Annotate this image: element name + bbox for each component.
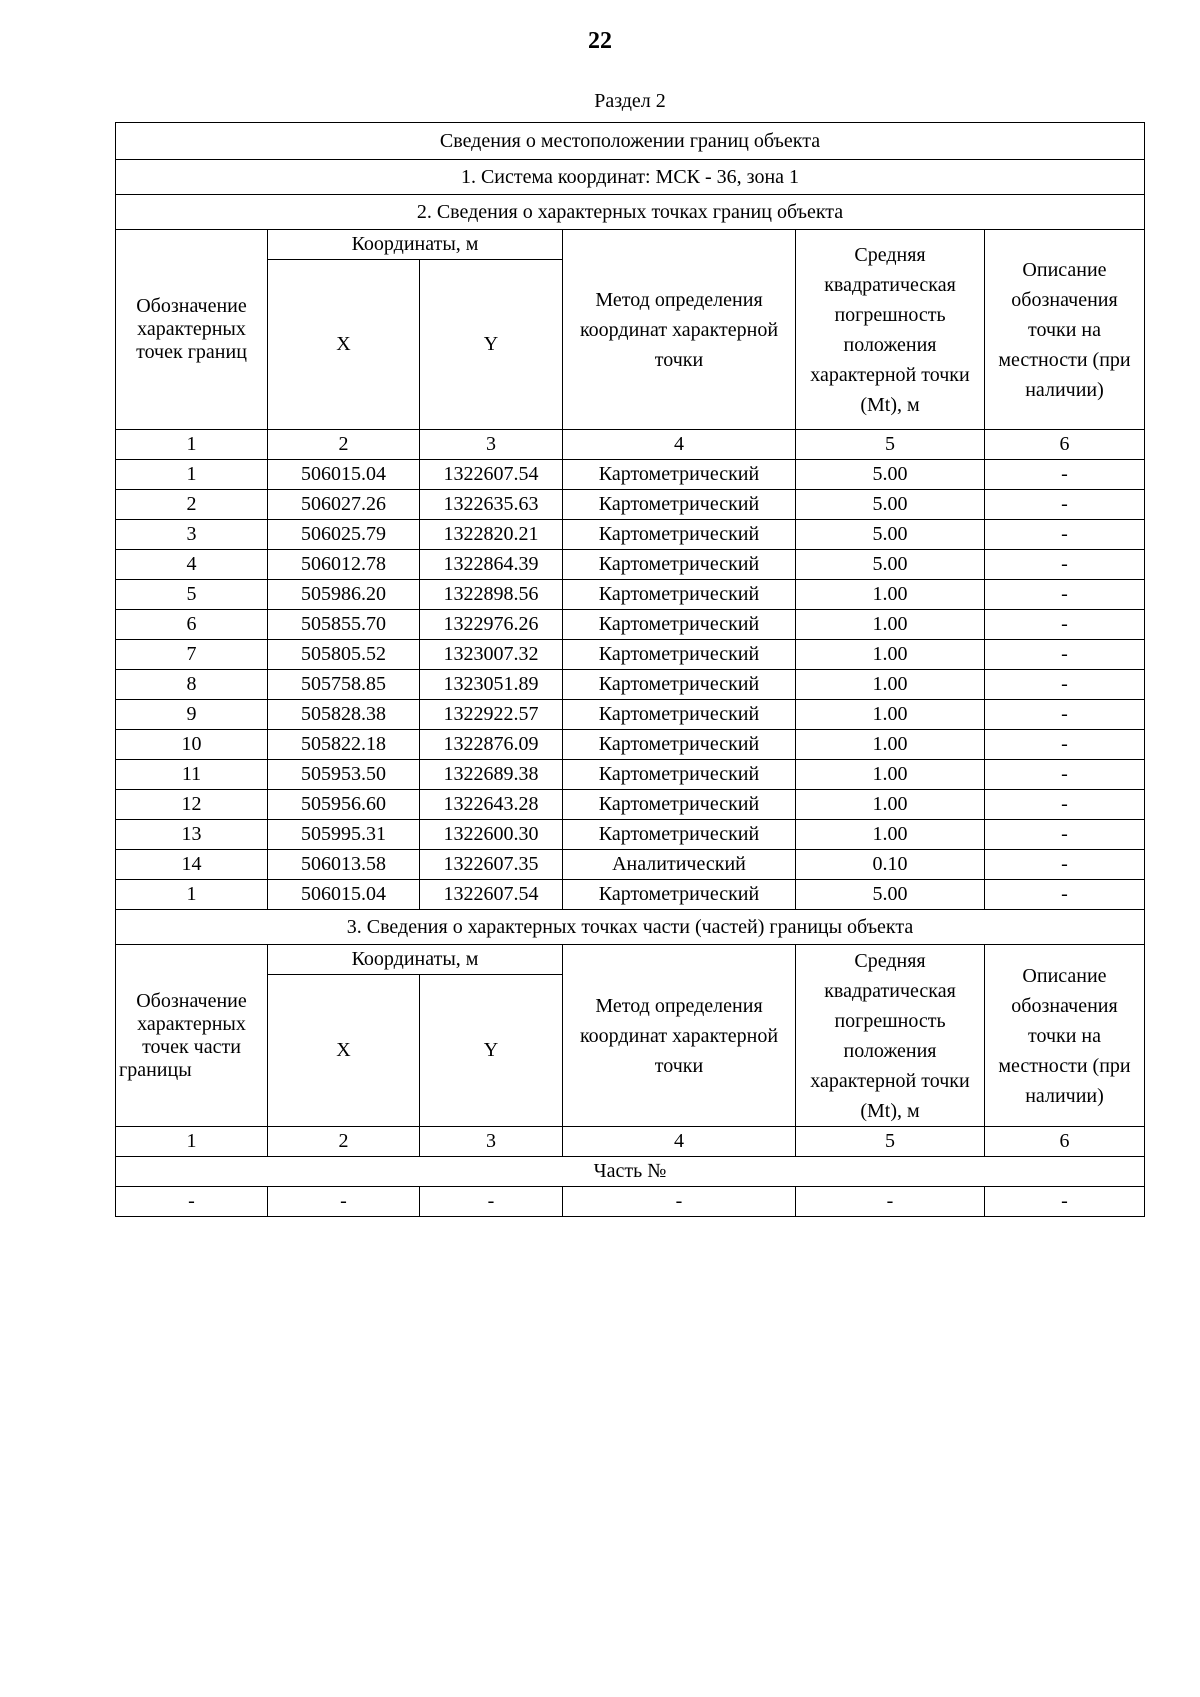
cell-description: - — [985, 580, 1145, 610]
table-title: Сведения о местоположении границ объекта — [116, 123, 1145, 160]
section3-header-row — [116, 945, 1145, 975]
cell-error: 5.00 — [796, 550, 985, 580]
table-row — [116, 1187, 1145, 1217]
section-label: Раздел 2 — [594, 90, 666, 112]
section3-title-row — [116, 910, 1145, 945]
column-number: 6 — [985, 1127, 1145, 1157]
cell-error: 1.00 — [796, 820, 985, 850]
column-number: 5 — [796, 430, 985, 460]
cell-x: 505995.31 — [268, 820, 420, 850]
cell-x: 506012.78 — [268, 550, 420, 580]
cell-method: Картометрический — [563, 610, 796, 640]
cell-method: Картометрический — [563, 880, 796, 910]
table-row — [116, 640, 1145, 670]
column-number: 1 — [116, 430, 268, 460]
cell-method: Картометрический — [563, 790, 796, 820]
cell-method: Аналитический — [563, 850, 796, 880]
cell-y: 1322820.21 — [420, 520, 563, 550]
cell-description: - — [985, 670, 1145, 700]
table-row — [116, 460, 1145, 490]
cell-description: - — [985, 880, 1145, 910]
cell-y: 1322600.30 — [420, 820, 563, 850]
cell-point: 1 — [116, 880, 268, 910]
cell-error: 1.00 — [796, 730, 985, 760]
section3-title: 3. Сведения о характерных точках части (частей) границы объекта — [116, 910, 1145, 945]
cell-y: 1322607.35 — [420, 850, 563, 880]
cell-description: - — [985, 700, 1145, 730]
cell-x: 506027.26 — [268, 490, 420, 520]
cell-method: Картометрический — [563, 460, 796, 490]
cell-error: 1.00 — [796, 760, 985, 790]
cell-point: 13 — [116, 820, 268, 850]
cell-point: 1 — [116, 460, 268, 490]
table-row — [116, 610, 1145, 640]
header-y: Y — [420, 975, 563, 1127]
cell-description: - — [985, 550, 1145, 580]
section2-header-row — [116, 230, 1145, 260]
cell-point: 6 — [116, 610, 268, 640]
table-row — [116, 820, 1145, 850]
cell-method: Картометрический — [563, 700, 796, 730]
table-row — [116, 760, 1145, 790]
cell-error: 0.10 — [796, 850, 985, 880]
column-number: 2 — [268, 430, 420, 460]
table-row — [116, 700, 1145, 730]
cell-y: 1322643.28 — [420, 790, 563, 820]
header-error: Средняя квадратическая погрешность положения характерной точки (Mt), м — [796, 230, 985, 430]
cell-y: 1322876.09 — [420, 730, 563, 760]
table-row — [116, 490, 1145, 520]
cell-point: 5 — [116, 580, 268, 610]
header-description: Описание обозначения точки на местности (при наличии) — [985, 945, 1145, 1127]
cell-y: 1322607.54 — [420, 460, 563, 490]
cell-point: 14 — [116, 850, 268, 880]
cell-description: - — [985, 640, 1145, 670]
column-number: 3 — [420, 1127, 563, 1157]
cell-error: 1.00 — [796, 610, 985, 640]
cell-method: Картометрический — [563, 520, 796, 550]
part-label: Часть № — [116, 1157, 1145, 1187]
table-row — [116, 520, 1145, 550]
cell-method: Картометрический — [563, 640, 796, 670]
cell-y: 1322689.38 — [420, 760, 563, 790]
cell-error: 1.00 — [796, 790, 985, 820]
cell-x: 505805.52 — [268, 640, 420, 670]
table-row — [116, 670, 1145, 700]
cell-x: 505986.20 — [268, 580, 420, 610]
column-number: 1 — [116, 1127, 268, 1157]
coordinate-system-row — [116, 160, 1145, 195]
cell-description: - — [985, 820, 1145, 850]
header-error: Средняя квадратическая погрешность положения характерной точки (Mt), м — [796, 945, 985, 1127]
cell-point: 8 — [116, 670, 268, 700]
cell-point: 12 — [116, 790, 268, 820]
cell-description: - — [985, 850, 1145, 880]
cell-method: Картометрический — [563, 580, 796, 610]
cell-point: 3 — [116, 520, 268, 550]
cell-x: 505953.50 — [268, 760, 420, 790]
cell-error: 1.00 — [796, 640, 985, 670]
cell-x: 505828.38 — [268, 700, 420, 730]
cell-description: - — [985, 760, 1145, 790]
section3-column-numbers — [116, 1127, 1145, 1157]
cell-x: 506015.04 — [268, 460, 420, 490]
cell-point: 7 — [116, 640, 268, 670]
header-point: Обозначение характерных точек части границы — [116, 945, 268, 1127]
header-x: X — [268, 975, 420, 1127]
table-row — [116, 730, 1145, 760]
cell-error: 1.00 — [796, 580, 985, 610]
cell-method: Картометрический — [563, 670, 796, 700]
cell-x: 505855.70 — [268, 610, 420, 640]
cell-x: 505956.60 — [268, 790, 420, 820]
section3-part-row — [116, 1157, 1145, 1187]
cell-description: - — [985, 790, 1145, 820]
cell-y: 1322635.63 — [420, 490, 563, 520]
header-point: Обозначение характерных точек границ — [116, 230, 268, 430]
cell-method: Картометрический — [563, 760, 796, 790]
cell-point: 2 — [116, 490, 268, 520]
table-row — [116, 580, 1145, 610]
cell-point: 10 — [116, 730, 268, 760]
table-title-row — [116, 123, 1145, 160]
cell-description: - — [985, 730, 1145, 760]
cell-x: 505822.18 — [268, 730, 420, 760]
cell-point: 9 — [116, 700, 268, 730]
table-row — [116, 550, 1145, 580]
header-y: Y — [420, 260, 563, 430]
cell-error: 1.00 — [796, 670, 985, 700]
cell-y: - — [420, 1187, 563, 1217]
cell-x: 506013.58 — [268, 850, 420, 880]
cell-method: Картометрический — [563, 730, 796, 760]
column-number: 6 — [985, 430, 1145, 460]
section2-title: 2. Сведения о характерных точках границ объекта — [116, 195, 1145, 230]
column-number: 3 — [420, 430, 563, 460]
cell-method: Картометрический — [563, 550, 796, 580]
cell-point: - — [116, 1187, 268, 1217]
cell-description: - — [985, 490, 1145, 520]
header-x: X — [268, 260, 420, 430]
cell-method: - — [563, 1187, 796, 1217]
cell-error: - — [796, 1187, 985, 1217]
table-row — [116, 880, 1145, 910]
column-number: 2 — [268, 1127, 420, 1157]
cell-method: Картометрический — [563, 820, 796, 850]
cell-x: 506015.04 — [268, 880, 420, 910]
cell-point: 4 — [116, 550, 268, 580]
section2-column-numbers — [116, 430, 1145, 460]
cell-y: 1323051.89 — [420, 670, 563, 700]
cell-x: 506025.79 — [268, 520, 420, 550]
cell-error: 5.00 — [796, 490, 985, 520]
cell-description: - — [985, 520, 1145, 550]
cell-error: 5.00 — [796, 520, 985, 550]
cell-description: - — [985, 460, 1145, 490]
cell-y: 1322898.56 — [420, 580, 563, 610]
column-number: 4 — [563, 430, 796, 460]
cell-error: 5.00 — [796, 460, 985, 490]
coordinate-system: 1. Система координат: МСК - 36, зона 1 — [116, 160, 1145, 195]
column-number: 5 — [796, 1127, 985, 1157]
header-description: Описание обозначения точки на местности (при наличии) — [985, 230, 1145, 430]
header-coords: Координаты, м — [268, 230, 563, 260]
cell-y: 1322864.39 — [420, 550, 563, 580]
cell-point: 11 — [116, 760, 268, 790]
cell-method: Картометрический — [563, 490, 796, 520]
header-method: Метод определения координат характерной точки — [563, 230, 796, 430]
boundary-table — [115, 122, 1145, 1217]
header-method: Метод определения координат характерной точки — [563, 945, 796, 1127]
table-row — [116, 790, 1145, 820]
cell-error: 5.00 — [796, 880, 985, 910]
cell-y: 1322976.26 — [420, 610, 563, 640]
column-number: 4 — [563, 1127, 796, 1157]
cell-description: - — [985, 610, 1145, 640]
section2-title-row — [116, 195, 1145, 230]
cell-y: 1322922.57 — [420, 700, 563, 730]
page-number: 22 — [588, 28, 612, 54]
cell-x: 505758.85 — [268, 670, 420, 700]
header-coords: Координаты, м — [268, 945, 563, 975]
cell-y: 1323007.32 — [420, 640, 563, 670]
table-row — [116, 850, 1145, 880]
cell-y: 1322607.54 — [420, 880, 563, 910]
cell-description: - — [985, 1187, 1145, 1217]
cell-error: 1.00 — [796, 700, 985, 730]
cell-x: - — [268, 1187, 420, 1217]
